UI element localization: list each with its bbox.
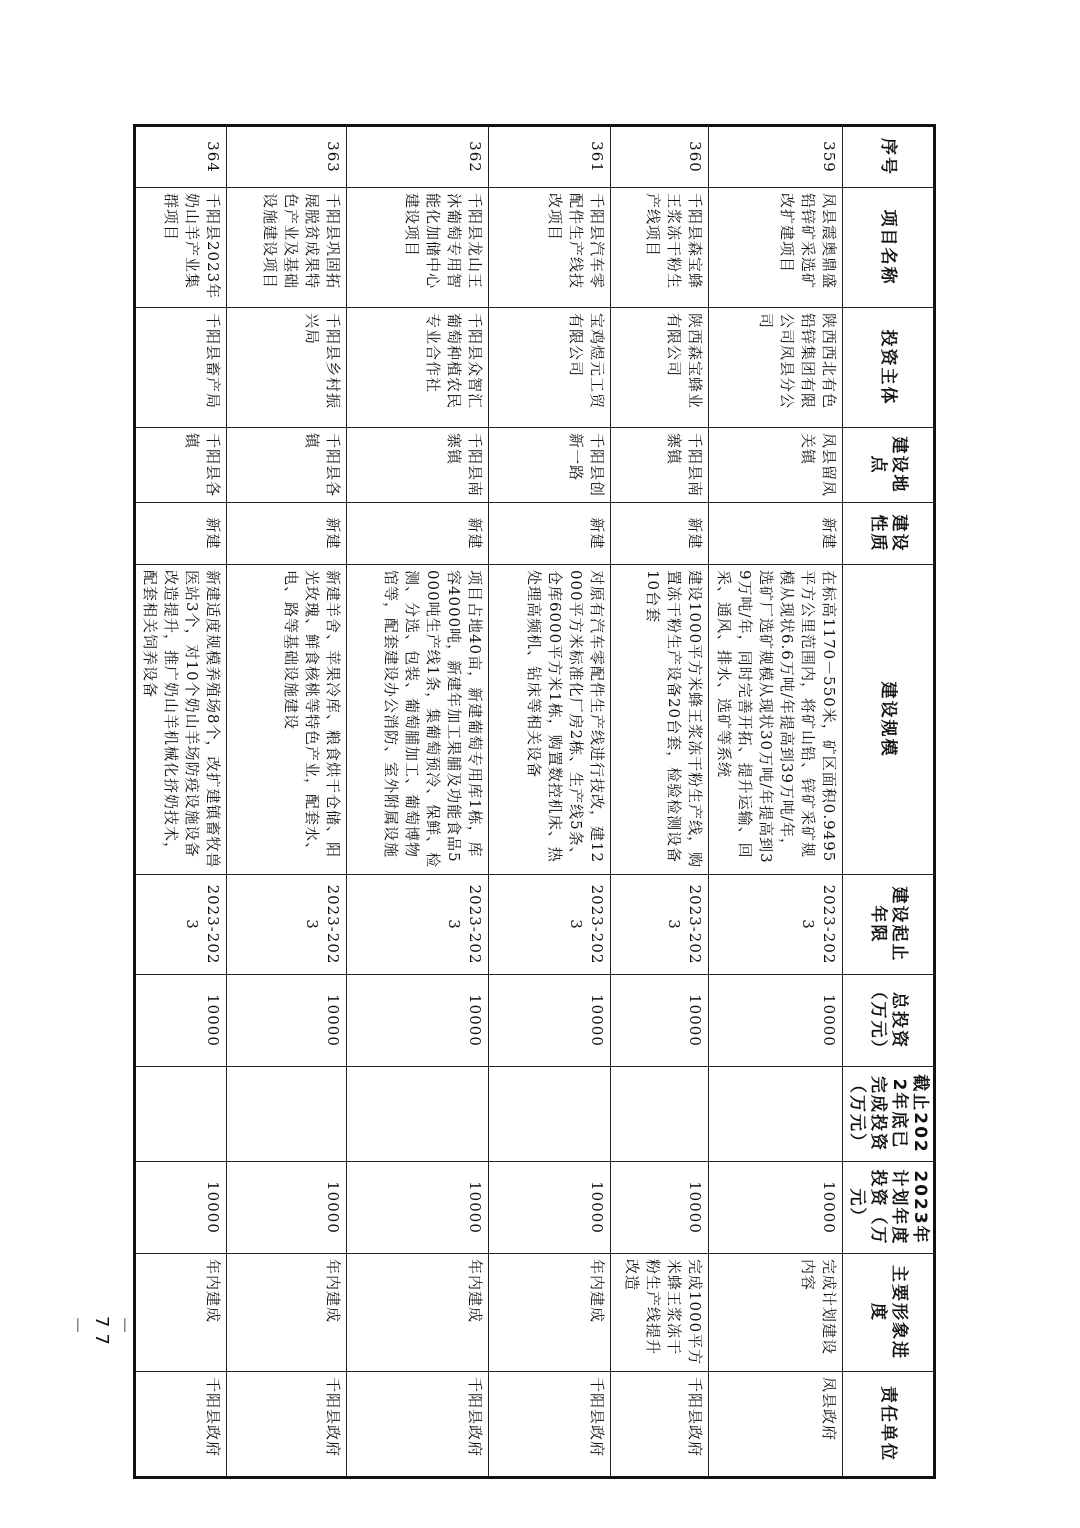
cell-plan: 10000 <box>135 1162 227 1254</box>
header-row <box>843 126 935 1478</box>
cell-location: 千阳县南寨镇 <box>347 428 489 503</box>
header-nature: 建设性质 <box>843 503 935 565</box>
cell-investor: 陕西西北有色铅锌集团有限公司凤县分公司 <box>709 308 843 428</box>
project-table <box>133 124 936 1479</box>
cell-total: 10000 <box>709 975 843 1067</box>
cell-progress: 完成1000平方米蜂王浆冻干粉生产线提升改造 <box>611 1254 709 1372</box>
cell-investor: 宝鸡煜元工贸有限公司 <box>489 308 611 428</box>
cell-done <box>135 1067 227 1162</box>
header-period: 建设起止年限 <box>843 875 935 975</box>
cell-progress: 完成计划建设内容 <box>709 1254 843 1372</box>
cell-period: 2023-2023 <box>709 875 843 975</box>
header-progress: 主要形象进度 <box>843 1254 935 1372</box>
cell-no: 364 <box>135 126 227 188</box>
cell-investor: 千阳县众智汇葡萄种植农民专业合作社 <box>347 308 489 428</box>
cell-unit: 凤县政府 <box>709 1372 843 1478</box>
cell-nature: 新建 <box>611 503 709 565</box>
cell-location: 千阳县南寨镇 <box>611 428 709 503</box>
cell-scale: 对原有汽车零配件生产线进行技改，建12000平方米标准化厂房2栋、生产线5条、仓库6000平方米1栋，购置数控机床、热处理高频机、钻床等相关设备 <box>489 565 611 875</box>
cell-progress: 年内建成 <box>227 1254 347 1372</box>
cell-total: 10000 <box>227 975 347 1067</box>
cell-period: 2023-2023 <box>489 875 611 975</box>
header-name: 项目名称 <box>843 188 935 308</box>
cell-scale: 项目占地40亩，新建葡萄专用库1栋，库容4000吨，新建年加工果脯及功能食品5000吨生产线1条，集葡萄预冷、保鲜、检测、分选、包装、葡萄脯加工、葡萄博物馆等，配套建设办公消防、室外附属设施 <box>347 565 489 875</box>
cell-no: 363 <box>227 126 347 188</box>
table-row <box>347 126 489 1478</box>
cell-done <box>347 1067 489 1162</box>
cell-name: 千阳县森宝蜂王浆冻干粉生产线项目 <box>611 188 709 308</box>
cell-location: 千阳县各镇 <box>135 428 227 503</box>
header-scale: 建设规模 <box>843 565 935 875</box>
header-total: 总投资（万元） <box>843 975 935 1067</box>
cell-progress: 年内建成 <box>489 1254 611 1372</box>
cell-no: 362 <box>347 126 489 188</box>
cell-scale: 在标高1170－550米，矿区面积0.9495平方公里范围内，将矿山铅、锌矿采矿规模从现状6.6万吨/年提高到39万吨/年，选矿厂选矿规模从现状30万吨/年提高到39万吨/年，同时完善开拓、提升运输、回采、通风、排水、选矿等系统 <box>709 565 843 875</box>
cell-unit: 千阳县政府 <box>135 1372 227 1478</box>
cell-period: 2023-2023 <box>227 875 347 975</box>
cell-unit: 千阳县政府 <box>489 1372 611 1478</box>
cell-no: 361 <box>489 126 611 188</box>
cell-total: 10000 <box>347 975 489 1067</box>
cell-nature: 新建 <box>227 503 347 565</box>
cell-nature: 新建 <box>709 503 843 565</box>
cell-investor: 千阳县乡村振兴局 <box>227 308 347 428</box>
cell-done <box>227 1067 347 1162</box>
cell-nature: 新建 <box>135 503 227 565</box>
cell-investor: 陕西森宝蜂业有限公司 <box>611 308 709 428</box>
cell-scale: 新建适度规模养殖场8个，改扩建镇畜牧兽医站3个，对10个奶山羊场防疫设施设备改造提升，推广奶山羊机械化挤奶技术，配套相关饲养设备 <box>135 565 227 875</box>
cell-plan: 10000 <box>489 1162 611 1254</box>
cell-location: 凤县留凤关镇 <box>709 428 843 503</box>
cell-no: 359 <box>709 126 843 188</box>
cell-plan: 10000 <box>709 1162 843 1254</box>
header-location: 建设地点 <box>843 428 935 503</box>
cell-name: 千阳县巩固拓展脱贫成果特色产业及基础设施建设项目 <box>227 188 347 308</box>
cell-scale: 新建羊舍、苹果冷库、粮食烘干仓储、阳光玫瑰、鲜食核桃等特色产业，配套水、电、路等基础设施建设 <box>227 565 347 875</box>
cell-total: 10000 <box>489 975 611 1067</box>
cell-plan: 10000 <box>347 1162 489 1254</box>
header-done: 截止2022年底已完成投资（万元） <box>843 1067 935 1162</box>
cell-unit: 千阳县政府 <box>347 1372 489 1478</box>
header-unit: 责任单位 <box>843 1372 935 1478</box>
cell-nature: 新建 <box>489 503 611 565</box>
header-plan: 2023年计划年度投资（万元） <box>843 1162 935 1254</box>
cell-total: 10000 <box>135 975 227 1067</box>
cell-done <box>489 1067 611 1162</box>
cell-period: 2023-2023 <box>347 875 489 975</box>
cell-total: 10000 <box>611 975 709 1067</box>
cell-location: 千阳县各镇 <box>227 428 347 503</box>
cell-period: 2023-2023 <box>135 875 227 975</box>
table-row <box>709 126 843 1478</box>
cell-no: 360 <box>611 126 709 188</box>
cell-plan: 10000 <box>611 1162 709 1254</box>
cell-unit: 千阳县政府 <box>611 1372 709 1478</box>
table-row <box>489 126 611 1478</box>
table-row <box>135 126 227 1478</box>
cell-done <box>709 1067 843 1162</box>
rotated-page <box>140 124 936 1462</box>
header-no: 序号 <box>843 126 935 188</box>
cell-progress: 年内建成 <box>347 1254 489 1372</box>
cell-name: 千阳县龙山王沐葡萄专用智能化加储中心建设项目 <box>347 188 489 308</box>
cell-name: 千阳县汽车零配件生产线技改项目 <box>489 188 611 308</box>
page-number: － 77 － <box>66 1316 134 1351</box>
cell-scale: 建设1000平方米蜂王浆冻干粉生产线，购置冻干粉生产设备20台套，检验检测设备10台套 <box>611 565 709 875</box>
cell-unit: 千阳县政府 <box>227 1372 347 1478</box>
table-row <box>227 126 347 1478</box>
cell-plan: 10000 <box>227 1162 347 1254</box>
cell-done <box>611 1067 709 1162</box>
header-investor: 投资主体 <box>843 308 935 428</box>
cell-name: 凤县震奥鼎盛铅锌矿采选矿改扩建项目 <box>709 188 843 308</box>
cell-investor: 千阳县畜产局 <box>135 308 227 428</box>
cell-progress: 年内建成 <box>135 1254 227 1372</box>
table-row <box>611 126 709 1478</box>
cell-name: 千阳县2023年奶山羊产业集群项目 <box>135 188 227 308</box>
cell-nature: 新建 <box>347 503 489 565</box>
cell-location: 千阳县创新一路 <box>489 428 611 503</box>
cell-period: 2023-2023 <box>611 875 709 975</box>
